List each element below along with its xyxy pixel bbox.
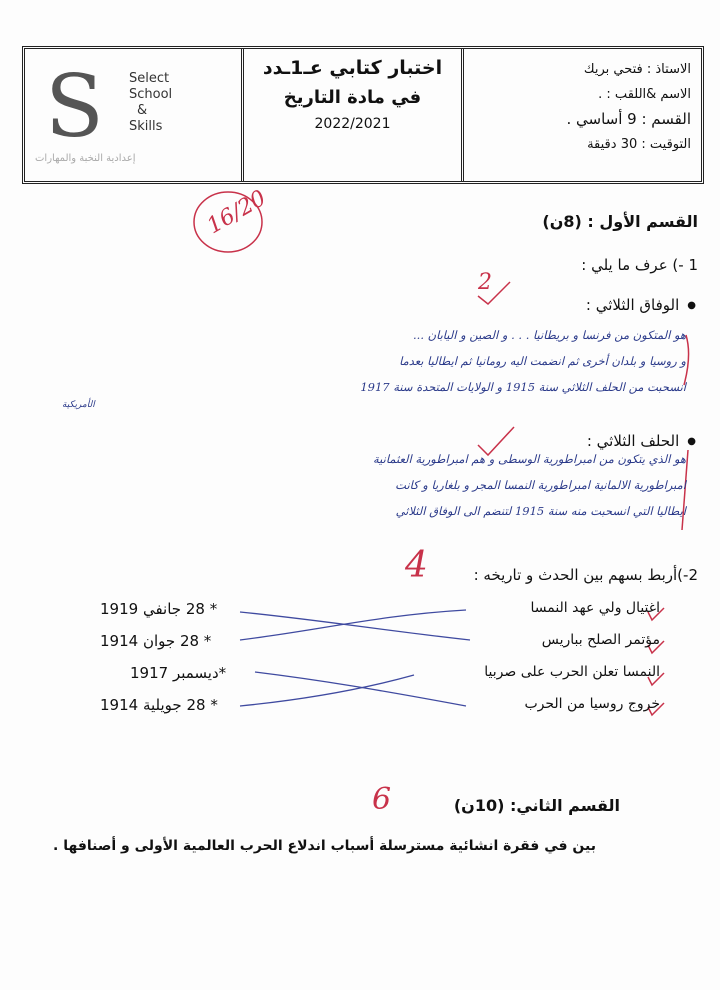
school-year: 2022/2021 [314,116,391,132]
event-item: مؤتمر الصلح بباريس [541,632,660,648]
term-triple-alliance: ● الحلف الثلاثي : [587,432,696,450]
answer-line: انسحبت من الحلف الثلاثي سنة 1915 و الولايات المتحدة سنة 1917 [360,380,686,394]
answer-line: هو المتكون من فرنسا و بريطانيا . . . و الصين و اليابان ... [413,328,686,342]
answer-line: ايطاليا التي انسحبت منه سنة 1915 لتنضم الى الوفاق الثلاثي [395,504,686,518]
exam-title: اختبار كتابي عـ1ـدد [262,57,443,79]
event-item: اغتيال ولي عهد النمسا [530,600,660,616]
section2-mark: 6 [372,782,392,817]
logo-line: & [137,103,148,118]
date-item: * 28 جانفي 1919 [100,600,218,618]
term-triple-entente: ● الوفاق الثلاثي : [586,296,696,314]
match-arrow [240,675,414,706]
section2-title: القسم الثاني: (10ن) [453,796,620,815]
logo-line: School [129,87,173,102]
event-item: خروج روسيا من الحرب [524,696,660,712]
answer-line: و روسيا و بلدان أخرى ثم انضمت اليه رومانيا ثم ايطاليا بعدما [399,354,686,368]
check-icon [478,427,514,455]
teacher-name: الاستاذ : فتحي بريك [583,62,691,77]
duration-label: التوقيت : 30 دقيقة [587,137,691,152]
logo-line: Select [129,71,170,86]
logo-line: Skills [129,119,163,134]
q1-mark: 2 [478,270,492,295]
section2-question: بين في فقرة انشائية مسترسلة أسباب اندلاع الحرب العالمية الأولى و أصنافها . [53,838,596,854]
answer-line: امبراطورية الالمانية امبراطورية النمسا المجر و بلغاريا و كانت [395,478,686,492]
date-item: * 28 جوان 1914 [100,632,212,650]
student-name-label: الاسم &اللقب : . [598,87,691,102]
date-item: *ديسمبر 1917 [130,664,227,682]
grade-score: 16/20 [202,185,271,240]
logo-s-mark: S [45,57,104,157]
section1-title: القسم الأول : (8ن) [542,212,698,231]
class-label: القسم : 9 أساسي . [566,110,691,128]
question1: 1 -) عرف ما يلي : [581,256,698,274]
q2-mark: 4 [405,545,428,586]
answer-note: الأمريكية [62,400,95,410]
date-item: * 28 جويلية 1914 [100,696,218,714]
question2: 2-)أربط بسهم بين الحدث و تاريخه : [473,566,698,584]
logo-arabic: إعدادية النخبة والمهارات [35,153,136,164]
answer-line: هو الذي يتكون من امبراطورية الوسطى و هم امبراطورية العثمانية [373,452,686,466]
exam-subject: في مادة التاريخ [283,87,422,108]
event-item: النمسا تعلن الحرب على صربيا [484,664,660,680]
